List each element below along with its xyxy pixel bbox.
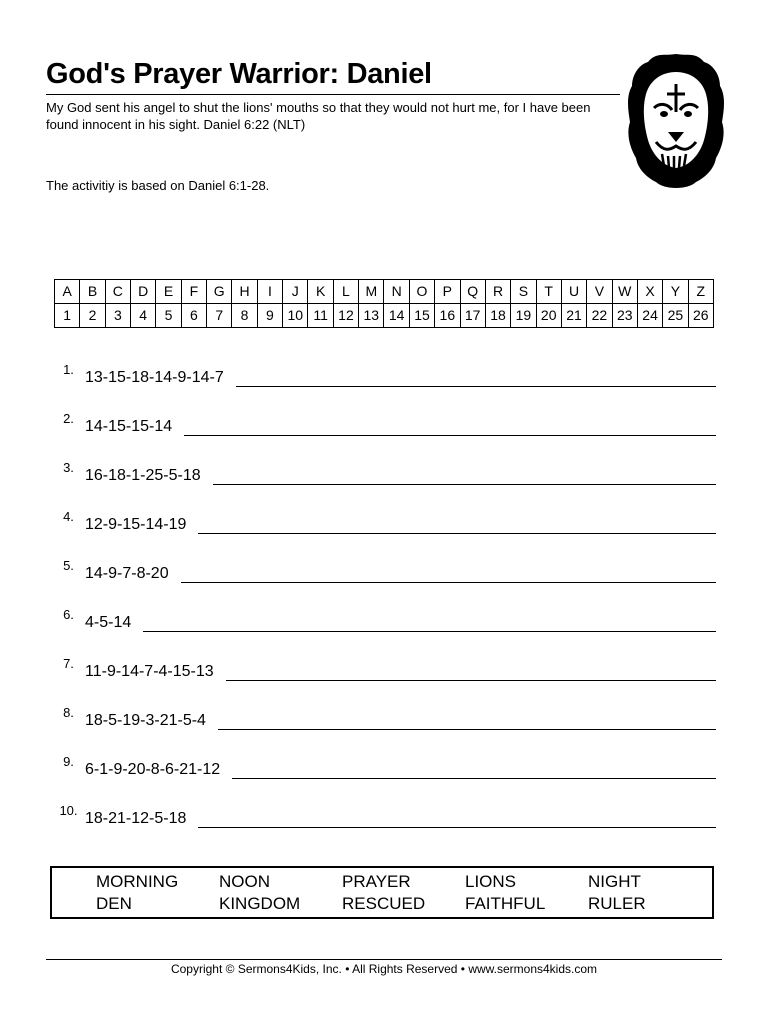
- answer-line[interactable]: [184, 417, 716, 436]
- question-row: [52, 705, 716, 731]
- cipher-number: 17: [460, 304, 485, 328]
- cipher-letter: C: [105, 280, 130, 304]
- answer-line[interactable]: [232, 760, 716, 779]
- footer-divider: [46, 959, 722, 960]
- question-number: 2.: [63, 411, 74, 426]
- cipher-letter: M: [359, 280, 384, 304]
- cipher-letter: U: [561, 280, 586, 304]
- question-code: 16-18-1-25-5-18: [85, 467, 201, 484]
- cipher-letter: W: [612, 280, 637, 304]
- question-row: [52, 607, 716, 633]
- question-number: 7.: [63, 656, 74, 671]
- question-code: 14-15-15-14: [85, 418, 173, 435]
- question-number: 5.: [63, 558, 74, 573]
- question-number: 8.: [63, 705, 74, 720]
- cipher-letter: T: [536, 280, 561, 304]
- question-number: 4.: [63, 509, 74, 524]
- cipher-letter: B: [80, 280, 105, 304]
- cipher-letter: I: [257, 280, 282, 304]
- cipher-letter: O: [409, 280, 434, 304]
- cipher-number: 6: [181, 304, 206, 328]
- answer-line[interactable]: [198, 809, 716, 828]
- cipher-letter: E: [156, 280, 181, 304]
- word-bank-box: [50, 866, 714, 919]
- question-row: [52, 754, 716, 780]
- word-bank-word: DEN: [96, 894, 132, 913]
- cipher-number: 26: [688, 304, 713, 328]
- answer-line[interactable]: [218, 711, 716, 730]
- question-row: [52, 558, 716, 584]
- memory-verse: My God sent his angel to shut the lions' mouths so that they would not hurt me, for I have been found innocent in his sight. Daniel 6:22 (NLT): [46, 100, 591, 132]
- cipher-number: 18: [485, 304, 510, 328]
- cipher-number: 7: [207, 304, 232, 328]
- answer-line[interactable]: [143, 613, 716, 632]
- cipher-letter: A: [55, 280, 80, 304]
- cipher-letter: N: [384, 280, 409, 304]
- word-bank-word: RESCUED: [342, 894, 426, 913]
- question-code: 6-1-9-20-8-6-21-12: [85, 761, 221, 778]
- answer-line[interactable]: [236, 368, 716, 387]
- cipher-number: 22: [587, 304, 612, 328]
- cipher-number: 16: [435, 304, 460, 328]
- answer-line[interactable]: [181, 564, 716, 583]
- cipher-number: 10: [283, 304, 308, 328]
- cipher-number: 4: [131, 304, 156, 328]
- cipher-letter: Q: [460, 280, 485, 304]
- answer-line[interactable]: [226, 662, 716, 681]
- cipher-number: 24: [637, 304, 662, 328]
- cipher-number: 14: [384, 304, 409, 328]
- cipher-letter: F: [181, 280, 206, 304]
- question-code: 14-9-7-8-20: [85, 565, 169, 582]
- cipher-letter: Y: [663, 280, 688, 304]
- cipher-number: 13: [359, 304, 384, 328]
- cipher-number: 20: [536, 304, 561, 328]
- cipher-letter: Z: [688, 280, 713, 304]
- cipher-letter: D: [131, 280, 156, 304]
- question-number: 6.: [63, 607, 74, 622]
- question-code: 4-5-14: [85, 614, 132, 631]
- question-row: [52, 411, 716, 437]
- question-row: [52, 803, 716, 829]
- cipher-number: 8: [232, 304, 257, 328]
- cipher-number: 2: [80, 304, 105, 328]
- word-bank-word: LIONS: [465, 872, 517, 891]
- cipher-letter: X: [637, 280, 662, 304]
- answer-line[interactable]: [213, 466, 716, 485]
- copyright-footer: Copyright © Sermons4Kids, Inc. • All Rights Reserved • www.sermons4kids.com: [170, 962, 598, 976]
- word-bank-word: PRAYER: [342, 872, 411, 891]
- word-bank-word: KINGDOM: [219, 894, 301, 913]
- question-code: 18-5-19-3-21-5-4: [85, 712, 206, 729]
- word-bank-word: NOON: [219, 872, 270, 891]
- cipher-letter: J: [283, 280, 308, 304]
- cipher-number: 3: [105, 304, 130, 328]
- cipher-letter: R: [485, 280, 510, 304]
- question-code: 12-9-15-14-19: [85, 516, 187, 533]
- question-number: 3.: [63, 460, 74, 475]
- word-bank-word: FAITHFUL: [465, 894, 546, 913]
- question-row: [52, 509, 716, 535]
- cipher-letter: G: [207, 280, 232, 304]
- question-row: [52, 656, 716, 682]
- cipher-letter: L: [333, 280, 358, 304]
- question-number: 9.: [63, 754, 74, 769]
- word-bank-word: NIGHT: [588, 872, 641, 891]
- question-code: 11-9-14-7-4-15-13: [85, 663, 214, 680]
- activity-note: The activitiy is based on Daniel 6:1-28.: [46, 178, 270, 193]
- cipher-number: 19: [511, 304, 536, 328]
- cipher-letter: H: [232, 280, 257, 304]
- cipher-number: 9: [257, 304, 282, 328]
- cipher-letter: P: [435, 280, 460, 304]
- cipher-letter: K: [308, 280, 333, 304]
- page-title: God's Prayer Warrior: Daniel: [46, 58, 432, 90]
- cipher-number: 5: [156, 304, 181, 328]
- question-number: 10.: [59, 803, 78, 818]
- cipher-number: 1: [55, 304, 80, 328]
- word-bank-word: MORNING: [96, 872, 179, 891]
- question-number: 1.: [63, 362, 74, 377]
- question-row: [52, 460, 716, 486]
- cipher-number: 21: [561, 304, 586, 328]
- word-bank-word: RULER: [588, 894, 646, 913]
- question-code: 13-15-18-14-9-14-7: [85, 369, 224, 386]
- cipher-number: 12: [333, 304, 358, 328]
- cipher-number: 25: [663, 304, 688, 328]
- question-row: [52, 362, 716, 388]
- cipher-letter: V: [587, 280, 612, 304]
- cipher-number: 11: [308, 304, 333, 328]
- question-code: 18-21-12-5-18: [85, 810, 187, 827]
- cipher-number: 15: [409, 304, 434, 328]
- cipher-letter: S: [511, 280, 536, 304]
- answer-line[interactable]: [198, 515, 716, 534]
- cipher-number: 23: [612, 304, 637, 328]
